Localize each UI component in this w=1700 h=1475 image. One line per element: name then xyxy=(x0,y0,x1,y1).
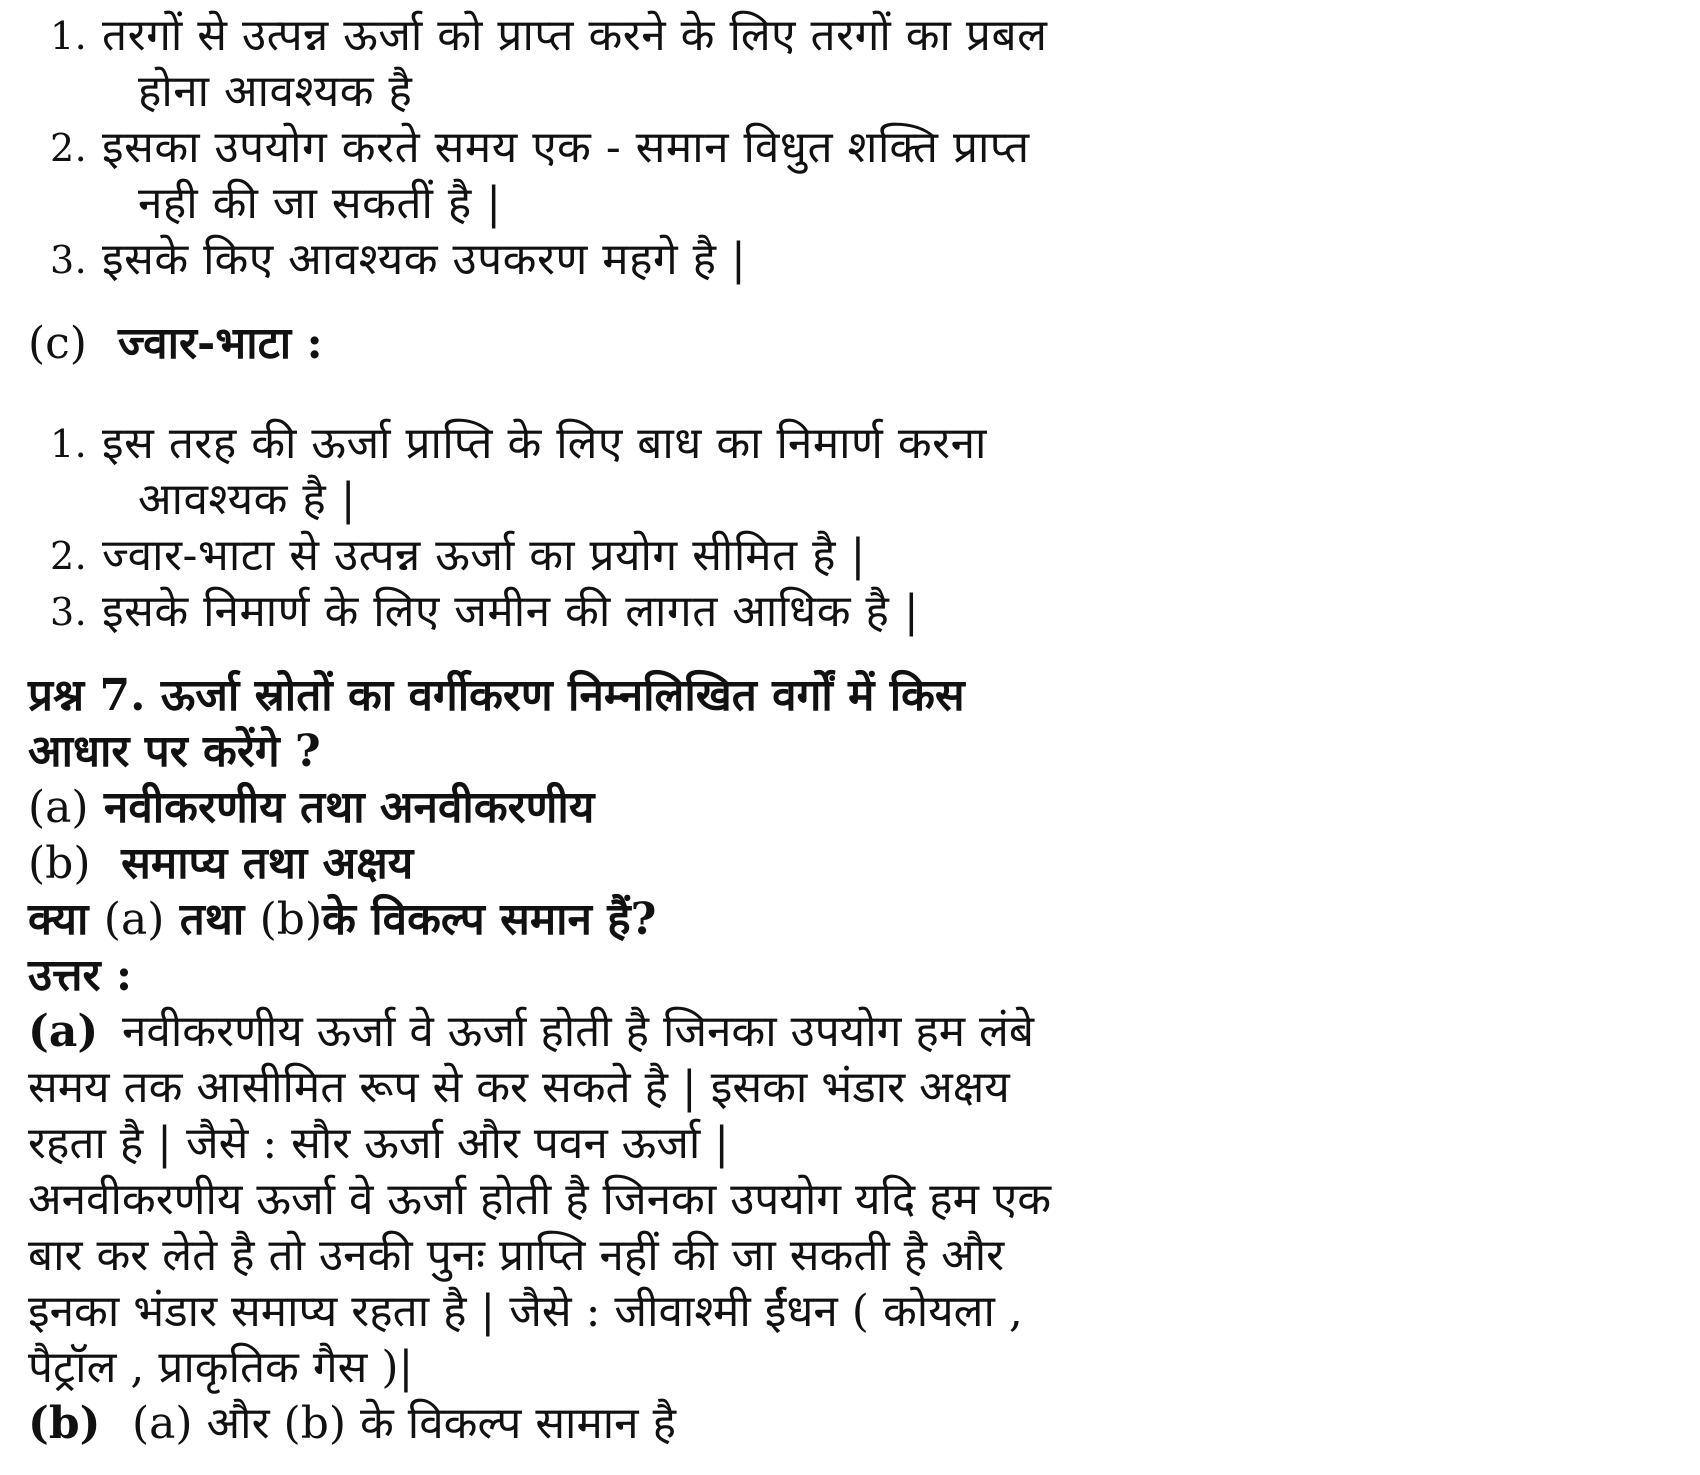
question-option-b xyxy=(28,836,1228,892)
list-item xyxy=(50,584,1228,640)
answer-text: नवीकरणीय ऊर्जा वे ऊर्जा होती है जिनका उपयोग हम लंबे xyxy=(122,1006,1034,1057)
item-number: 2. xyxy=(50,534,88,578)
answer-block xyxy=(28,948,1228,1452)
item-text: ज्वार-भाटा से उत्पन्न ऊर्जा का प्रयोग सीमित है | xyxy=(102,530,866,581)
item-text: नही की जा सकतीं है | xyxy=(138,178,502,229)
option-marker: (b) xyxy=(259,894,323,945)
item-number: 1. xyxy=(50,422,88,466)
item-number: 3. xyxy=(50,238,88,282)
option-text: समाप्य तथा अक्षय xyxy=(121,838,414,889)
list-item xyxy=(50,8,1228,120)
question-word: क्या xyxy=(28,894,89,945)
answer-line: इनका भंडार समाप्य रहता है | जैसे : जीवाश्मी ईंधन ( कोयला , xyxy=(28,1286,1023,1337)
answer-line xyxy=(28,1004,1228,1060)
document-page xyxy=(28,8,1228,1452)
item-text: तरगों से उत्पन्न ऊर्जा को प्राप्त करने के लिए तरगों का प्रबल xyxy=(102,10,1048,61)
section-title: ज्वार-भाटा : xyxy=(118,318,323,369)
option-marker: (a) xyxy=(103,894,165,945)
answer-line: समय तक आसीमित रूप से कर सकते है | इसका भंडार अक्षय xyxy=(28,1062,1010,1113)
list-item xyxy=(50,120,1228,232)
answer-label: उत्तर : xyxy=(28,950,133,1001)
question-block xyxy=(28,668,1228,948)
list-item xyxy=(50,528,1228,584)
tide-points-list xyxy=(28,416,1228,640)
item-text: होना आवश्यक है xyxy=(138,66,413,117)
question-word: के विकल्प समान हैं? xyxy=(322,894,657,945)
answer-line: अनवीकरणीय ऊर्जा वे ऊर्जा होती है जिनका उपयोग यदि हम एक xyxy=(28,1174,1052,1225)
option-marker: (b) xyxy=(28,838,91,889)
answer-marker: (a) xyxy=(28,1006,99,1057)
question-option-a xyxy=(28,780,1228,836)
option-text: नवीकरणीय तथा अनवीकरणीय xyxy=(103,782,595,833)
section-heading xyxy=(28,316,1228,372)
answer-line: पैट्रॉल , प्राकृतिक गैस )| xyxy=(28,1342,414,1393)
question-word: तथा xyxy=(179,894,245,945)
option-marker: (a) xyxy=(28,782,89,833)
item-text: इसका उपयोग करते समय एक - समान विधुत शक्ति प्राप्त xyxy=(102,122,1030,173)
list-item xyxy=(50,232,1228,288)
item-number: 2. xyxy=(50,126,88,170)
item-text: इस तरह की ऊर्जा प्राप्ति के लिए बाध का निमार्ण करना xyxy=(102,418,987,469)
wave-points-list xyxy=(28,8,1228,288)
item-text: इसके किए आवश्यक उपकरण महगे है | xyxy=(102,234,747,285)
section-marker: (c) xyxy=(28,318,87,369)
item-number: 1. xyxy=(50,14,88,58)
question-line: आधार पर करेंगे ? xyxy=(28,726,321,777)
answer-line: बार कर लेते है तो उनकी पुनः प्राप्ति नहीं की जा सकती है और xyxy=(28,1230,1005,1281)
question-line xyxy=(28,892,1228,948)
list-item xyxy=(50,416,1228,528)
answer-text: (a) और (b) के विकल्प सामान है xyxy=(132,1398,676,1449)
item-number: 3. xyxy=(50,590,88,634)
item-text: इसके निमार्ण के लिए जमीन की लागत आधिक है | xyxy=(102,586,920,637)
question-line: प्रश्न 7. ऊर्जा स्रोतों का वर्गीकरण निम्नलिखित वर्गों में किस xyxy=(28,670,965,721)
answer-marker: (b) xyxy=(28,1398,101,1449)
answer-line: रहता है | जैसे : सौर ऊर्जा और पवन ऊर्जा | xyxy=(28,1118,730,1169)
answer-line xyxy=(28,1396,1228,1452)
item-text: आवश्यक है | xyxy=(138,474,357,525)
